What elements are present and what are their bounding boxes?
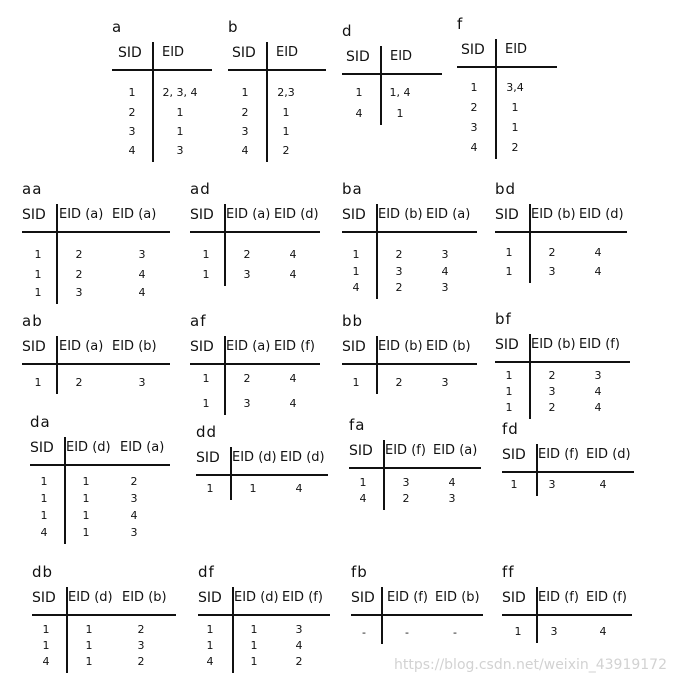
table-cell: 2 (130, 475, 138, 488)
column-header: EID (a) (226, 207, 271, 222)
column-header: EID (d) (274, 207, 319, 222)
table-cell: 4 (138, 286, 146, 299)
column-header: SID (118, 45, 142, 61)
table-cell: 4 (289, 397, 297, 410)
table-cell: 4 (206, 655, 214, 668)
column-header: SID (190, 207, 214, 223)
header-divider (495, 361, 630, 363)
table-cell: - (362, 626, 366, 639)
column-header: EID (f) (387, 590, 428, 605)
column-header: EID (b) (435, 590, 480, 605)
sid-divider (66, 587, 68, 673)
table-cell: 3 (550, 625, 558, 638)
header-divider (32, 614, 176, 616)
column-header: SID (342, 339, 366, 355)
watermark: https://blog.csdn.net/weixin_43919172 (393, 657, 667, 673)
table-cell: 4 (470, 141, 478, 154)
table-cell: 4 (289, 248, 297, 261)
column-header: SID (502, 590, 526, 606)
table-cell: 1 (82, 526, 90, 539)
header-divider (22, 363, 170, 365)
column-header: EID (f) (579, 337, 620, 352)
table-title: aa (22, 180, 43, 198)
sid-divider (224, 336, 226, 415)
sid-divider (56, 336, 58, 394)
table-cell: 3 (75, 286, 83, 299)
table-cell: 1 (82, 509, 90, 522)
column-header: EID (f) (538, 447, 579, 462)
sid-divider (529, 204, 531, 283)
table-cell: 2 (243, 372, 251, 385)
table-cell: 4 (448, 476, 456, 489)
table-title: df (198, 563, 215, 581)
sid-divider (383, 440, 385, 510)
header-divider (495, 231, 627, 233)
table-cell: 2 (137, 655, 145, 668)
table-cell: 2 (548, 369, 556, 382)
header-divider (190, 231, 320, 233)
column-header: EID (f) (538, 590, 579, 605)
sid-divider (376, 336, 378, 394)
column-header: SID (346, 49, 370, 65)
header-divider (342, 363, 477, 365)
column-header: EID (f) (274, 339, 315, 354)
table-cell: 2 (75, 268, 83, 281)
table-cell: 2 (75, 248, 83, 261)
column-header: SID (22, 339, 46, 355)
table-cell: 3,4 (506, 81, 524, 94)
column-header: SID (32, 590, 56, 606)
header-divider (198, 614, 330, 616)
table-cell: 2 (395, 248, 403, 261)
table-cell: 1 (505, 385, 513, 398)
table-cell: 3 (176, 144, 184, 157)
column-header: EID (d) (579, 207, 624, 222)
column-header: SID (196, 450, 220, 466)
table-cell: 3 (138, 248, 146, 261)
table-cell: 1 (40, 475, 48, 488)
table-cell: 1 (505, 246, 513, 259)
column-header: EID (d) (68, 590, 113, 605)
table-cell: 2 (395, 376, 403, 389)
table-cell: 1 (250, 639, 258, 652)
header-divider (351, 614, 483, 616)
table-cell: 3 (295, 623, 303, 636)
table-title: b (228, 18, 239, 36)
column-header: SID (232, 45, 256, 61)
table-cell: 2 (75, 376, 83, 389)
column-header: EID (b) (378, 339, 423, 354)
table-cell: 2 (128, 106, 136, 119)
table-cell: 4 (594, 385, 602, 398)
table-cell: 4 (355, 107, 363, 120)
table-cell: 4 (441, 265, 449, 278)
column-header: SID (495, 337, 519, 353)
table-cell: 1 (202, 268, 210, 281)
sid-divider (536, 444, 538, 496)
table-cell: 4 (594, 246, 602, 259)
table-cell: 2 (470, 101, 478, 114)
column-header: EID (f) (385, 443, 426, 458)
table-title: db (32, 563, 54, 581)
table-cell: 1 (40, 492, 48, 505)
column-header: SID (30, 440, 54, 456)
table-cell: 3 (137, 639, 145, 652)
header-divider (342, 73, 442, 75)
column-header: EID (a) (59, 339, 104, 354)
sid-divider (536, 587, 538, 643)
table-cell: 1 (176, 125, 184, 138)
table-cell: 1 (241, 86, 249, 99)
table-cell: 3 (138, 376, 146, 389)
table-cell: 1 (176, 106, 184, 119)
table-title: ff (502, 563, 515, 581)
sid-divider (230, 447, 232, 500)
table-cell: 1 (206, 639, 214, 652)
column-header: SID (495, 207, 519, 223)
table-cell: 1 (85, 639, 93, 652)
table-cell: 1 (82, 475, 90, 488)
table-title: bb (342, 312, 364, 330)
table-cell: 2 (548, 246, 556, 259)
table-cell: 3 (395, 265, 403, 278)
table-cell: 1 (82, 492, 90, 505)
table-title: da (30, 413, 51, 431)
table-title: ab (22, 312, 43, 330)
table-cell: 2 (282, 144, 290, 157)
table-cell: 4 (241, 144, 249, 157)
table-title: fd (502, 420, 519, 438)
column-header: EID (d) (66, 440, 111, 455)
table-cell: - (453, 626, 457, 639)
column-header: SID (198, 590, 222, 606)
table-cell: 4 (359, 492, 367, 505)
sid-divider (56, 204, 58, 304)
table-cell: 2 (395, 281, 403, 294)
table-cell: 1 (250, 655, 258, 668)
table-cell: 1 (352, 248, 360, 261)
header-divider (22, 231, 170, 233)
column-header: EID (a) (433, 443, 478, 458)
table-cell: 2 (402, 492, 410, 505)
table-cell: 1 (470, 81, 478, 94)
table-cell: 4 (594, 401, 602, 414)
table-cell: 3 (548, 385, 556, 398)
column-header: EID (276, 45, 299, 60)
table-title: bf (495, 310, 512, 328)
table-title: ba (342, 180, 363, 198)
column-header: EID (390, 49, 413, 64)
table-cell: 3 (130, 492, 138, 505)
table-cell: 1 (34, 268, 42, 281)
table-cell: 2 (511, 141, 519, 154)
table-title: af (190, 312, 207, 330)
table-cell: 2 (295, 655, 303, 668)
column-header: EID (d) (234, 590, 279, 605)
table-cell: 1 (250, 623, 258, 636)
column-header: SID (349, 443, 373, 459)
column-header: EID (505, 42, 528, 57)
column-header: EID (d) (586, 447, 631, 462)
table-cell: 1 (206, 623, 214, 636)
table-cell: 1 (514, 625, 522, 638)
table-cell: 2, 3, 4 (162, 86, 198, 99)
table-cell: 1 (202, 248, 210, 261)
header-divider (502, 471, 634, 473)
column-header: EID (a) (120, 440, 165, 455)
table-cell: 3 (441, 248, 449, 261)
table-cell: 3 (448, 492, 456, 505)
sid-divider (529, 334, 531, 419)
column-header: EID (a) (112, 207, 157, 222)
table-cell: 4 (599, 625, 607, 638)
table-cell: 1 (128, 86, 136, 99)
table-cell: 2 (548, 401, 556, 414)
table-cell: 4 (599, 478, 607, 491)
table-cell: 3 (548, 265, 556, 278)
table-cell: 3 (243, 268, 251, 281)
table-cell: 4 (40, 526, 48, 539)
table-cell: 4 (128, 144, 136, 157)
table-cell: 4 (289, 268, 297, 281)
table-cell: 1 (511, 121, 519, 134)
column-header: EID (b) (531, 207, 576, 222)
header-divider (112, 69, 212, 71)
table-cell: 1 (42, 639, 50, 652)
table-cell: 4 (594, 265, 602, 278)
table-cell: 4 (289, 372, 297, 385)
column-header: SID (22, 207, 46, 223)
table-cell: 2,3 (277, 86, 295, 99)
column-header: SID (351, 590, 375, 606)
table-cell: 1 (352, 265, 360, 278)
sid-divider (152, 42, 154, 162)
column-header: EID (a) (226, 339, 271, 354)
table-cell: 1 (40, 509, 48, 522)
table-cell: 1 (511, 101, 519, 114)
table-title: dd (196, 423, 218, 441)
column-header: EID (b) (426, 339, 471, 354)
table-cell: 2 (137, 623, 145, 636)
table-cell: - (405, 626, 409, 639)
table-cell: 1 (202, 397, 210, 410)
table-cell: 1 (206, 482, 214, 495)
table-cell: 1 (34, 248, 42, 261)
table-cell: 3 (243, 397, 251, 410)
table-cell: 3 (594, 369, 602, 382)
header-divider (457, 66, 557, 68)
table-title: f (457, 15, 464, 33)
table-cell: 2 (243, 248, 251, 261)
column-header: SID (502, 447, 526, 463)
table-title: fb (351, 563, 368, 581)
sid-divider (224, 204, 226, 286)
table-title: d (342, 22, 353, 40)
table-cell: 3 (441, 376, 449, 389)
table-cell: 1 (510, 478, 518, 491)
sid-divider (376, 204, 378, 299)
table-cell: 3 (441, 281, 449, 294)
table-title: fa (349, 416, 366, 434)
table-cell: 1 (282, 106, 290, 119)
header-divider (196, 474, 328, 476)
table-cell: 3 (470, 121, 478, 134)
header-divider (30, 464, 170, 466)
table-cell: 4 (130, 509, 138, 522)
table-cell: 1 (359, 476, 367, 489)
column-header: EID (f) (586, 590, 627, 605)
table-cell: 1 (42, 623, 50, 636)
header-divider (342, 231, 477, 233)
table-cell: 1 (352, 376, 360, 389)
header-divider (349, 467, 481, 469)
header-divider (502, 614, 632, 616)
table-cell: 3 (128, 125, 136, 138)
column-header: EID (a) (426, 207, 471, 222)
table-cell: 3 (241, 125, 249, 138)
table-title: a (112, 18, 123, 36)
column-header: EID (b) (122, 590, 167, 605)
sid-divider (266, 42, 268, 162)
table-cell: 4 (138, 268, 146, 281)
table-cell: 1 (85, 655, 93, 668)
sid-divider (495, 39, 497, 159)
table-cell: 1 (505, 369, 513, 382)
table-cell: 1 (249, 482, 257, 495)
column-header: EID (b) (112, 339, 157, 354)
column-header: EID (d) (280, 450, 325, 465)
table-cell: 1 (355, 86, 363, 99)
table-cell: 4 (295, 482, 303, 495)
table-title: ad (190, 180, 211, 198)
column-header: EID (b) (378, 207, 423, 222)
sid-divider (381, 587, 383, 644)
table-cell: 3 (402, 476, 410, 489)
column-header: EID (f) (282, 590, 323, 605)
sid-divider (232, 587, 234, 673)
column-header: SID (190, 339, 214, 355)
column-header: EID (a) (59, 207, 104, 222)
table-cell: 1 (34, 286, 42, 299)
table-cell: 4 (42, 655, 50, 668)
table-cell: 1 (85, 623, 93, 636)
header-divider (228, 69, 326, 71)
table-cell: 1, 4 (389, 86, 411, 99)
table-cell: 4 (352, 281, 360, 294)
column-header: EID (d) (232, 450, 277, 465)
column-header: SID (461, 42, 485, 58)
table-title: bd (495, 180, 517, 198)
table-cell: 1 (505, 401, 513, 414)
table-cell: 1 (202, 372, 210, 385)
sid-divider (380, 46, 382, 125)
sid-divider (64, 437, 66, 544)
table-cell: 4 (295, 639, 303, 652)
header-divider (190, 363, 320, 365)
table-cell: 2 (241, 106, 249, 119)
table-cell: 1 (34, 376, 42, 389)
column-header: SID (342, 207, 366, 223)
table-cell: 1 (282, 125, 290, 138)
table-cell: 1 (505, 265, 513, 278)
column-header: EID (b) (531, 337, 576, 352)
table-cell: 3 (130, 526, 138, 539)
column-header: EID (162, 45, 185, 60)
table-cell: 1 (396, 107, 404, 120)
table-cell: 3 (548, 478, 556, 491)
